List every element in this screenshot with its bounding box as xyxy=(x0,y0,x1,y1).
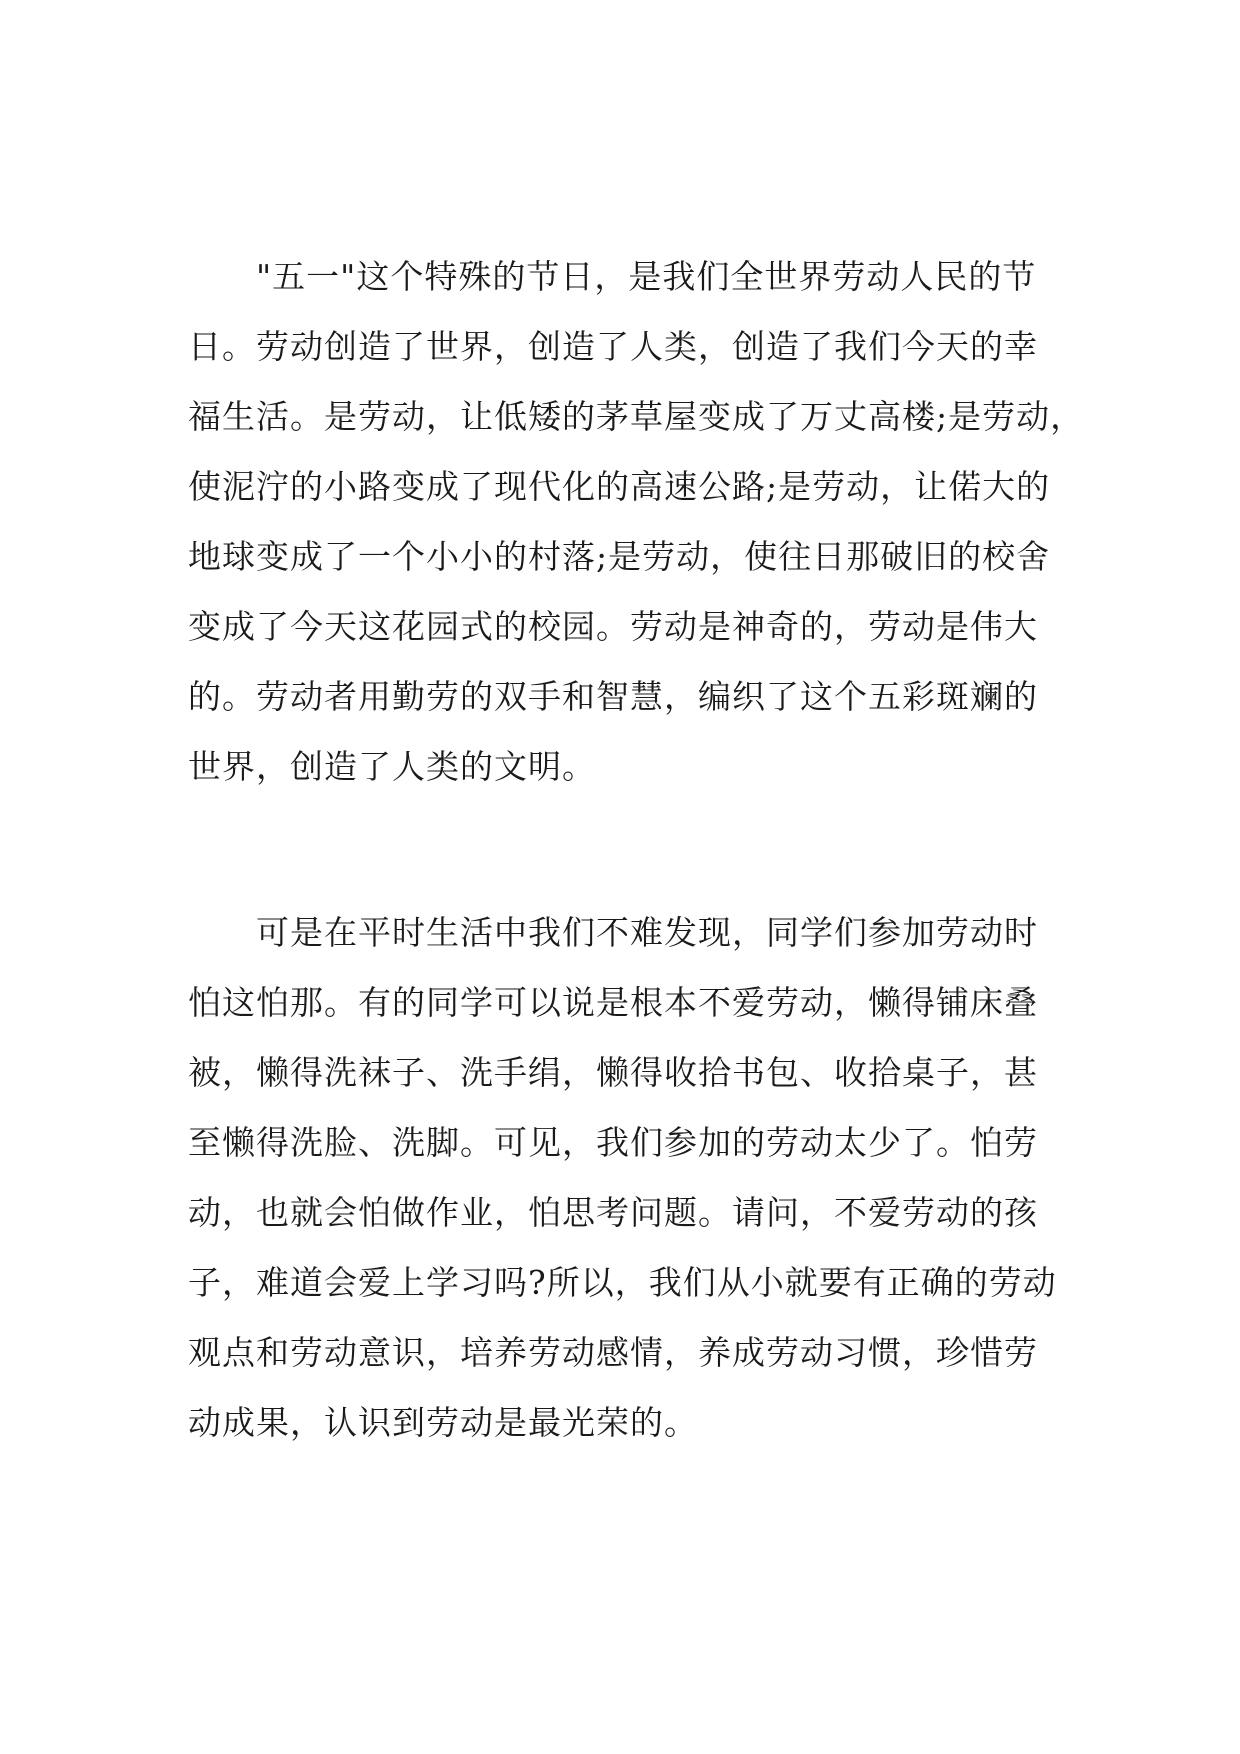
paragraph-1-line-3: 福生活。是劳动，让低矮的茅草屋变成了万丈高楼;是劳动， xyxy=(188,397,1085,436)
paragraph-2-line-8: 动成果，认识到劳动是最光荣的。 xyxy=(188,1403,698,1442)
paragraph-2-line-4: 至懒得洗脸、洗脚。可见，我们参加的劳动太少了。怕劳 xyxy=(188,1123,1038,1162)
paragraph-1-line-2: 日。劳动创造了世界，创造了人类，创造了我们今天的幸 xyxy=(188,327,1038,366)
paragraph-1-line-5: 地球变成了一个小小的村落;是劳动，使往日那破旧的校舍 xyxy=(188,537,1051,576)
paragraph-2-line-1: 可是在平时生活中我们不难发现，同学们参加劳动时 xyxy=(256,913,1038,952)
paragraph-2-line-3: 被，懒得洗袜子、洗手绢，懒得收拾书包、收拾桌子，甚 xyxy=(188,1053,1038,1092)
paragraph-1-line-7: 的。劳动者用勤劳的双手和智慧，编织了这个五彩斑斓的 xyxy=(188,677,1038,716)
paragraph-1-line-1: "五一"这个特殊的节日，是我们全世界劳动人民的节 xyxy=(256,257,1037,296)
paragraph-1-line-8: 世界，创造了人类的文明。 xyxy=(188,747,596,786)
paragraph-1-line-4: 使泥泞的小路变成了现代化的高速公路;是劳动，让偌大的 xyxy=(188,467,1051,506)
paragraph-2-line-7: 观点和劳动意识，培养劳动感情，养成劳动习惯，珍惜劳 xyxy=(188,1333,1038,1372)
paragraph-2-line-2: 怕这怕那。有的同学可以说是根本不爱劳动，懒得铺床叠 xyxy=(188,983,1038,1022)
paragraph-2-line-5: 动，也就会怕做作业，怕思考问题。请问，不爱劳动的孩 xyxy=(188,1193,1038,1232)
paragraph-1-line-6: 变成了今天这花园式的校园。劳动是神奇的，劳动是伟大 xyxy=(188,607,1038,646)
paragraph-2-line-6: 子，难道会爱上学习吗?所以，我们从小就要有正确的劳动 xyxy=(188,1263,1057,1302)
